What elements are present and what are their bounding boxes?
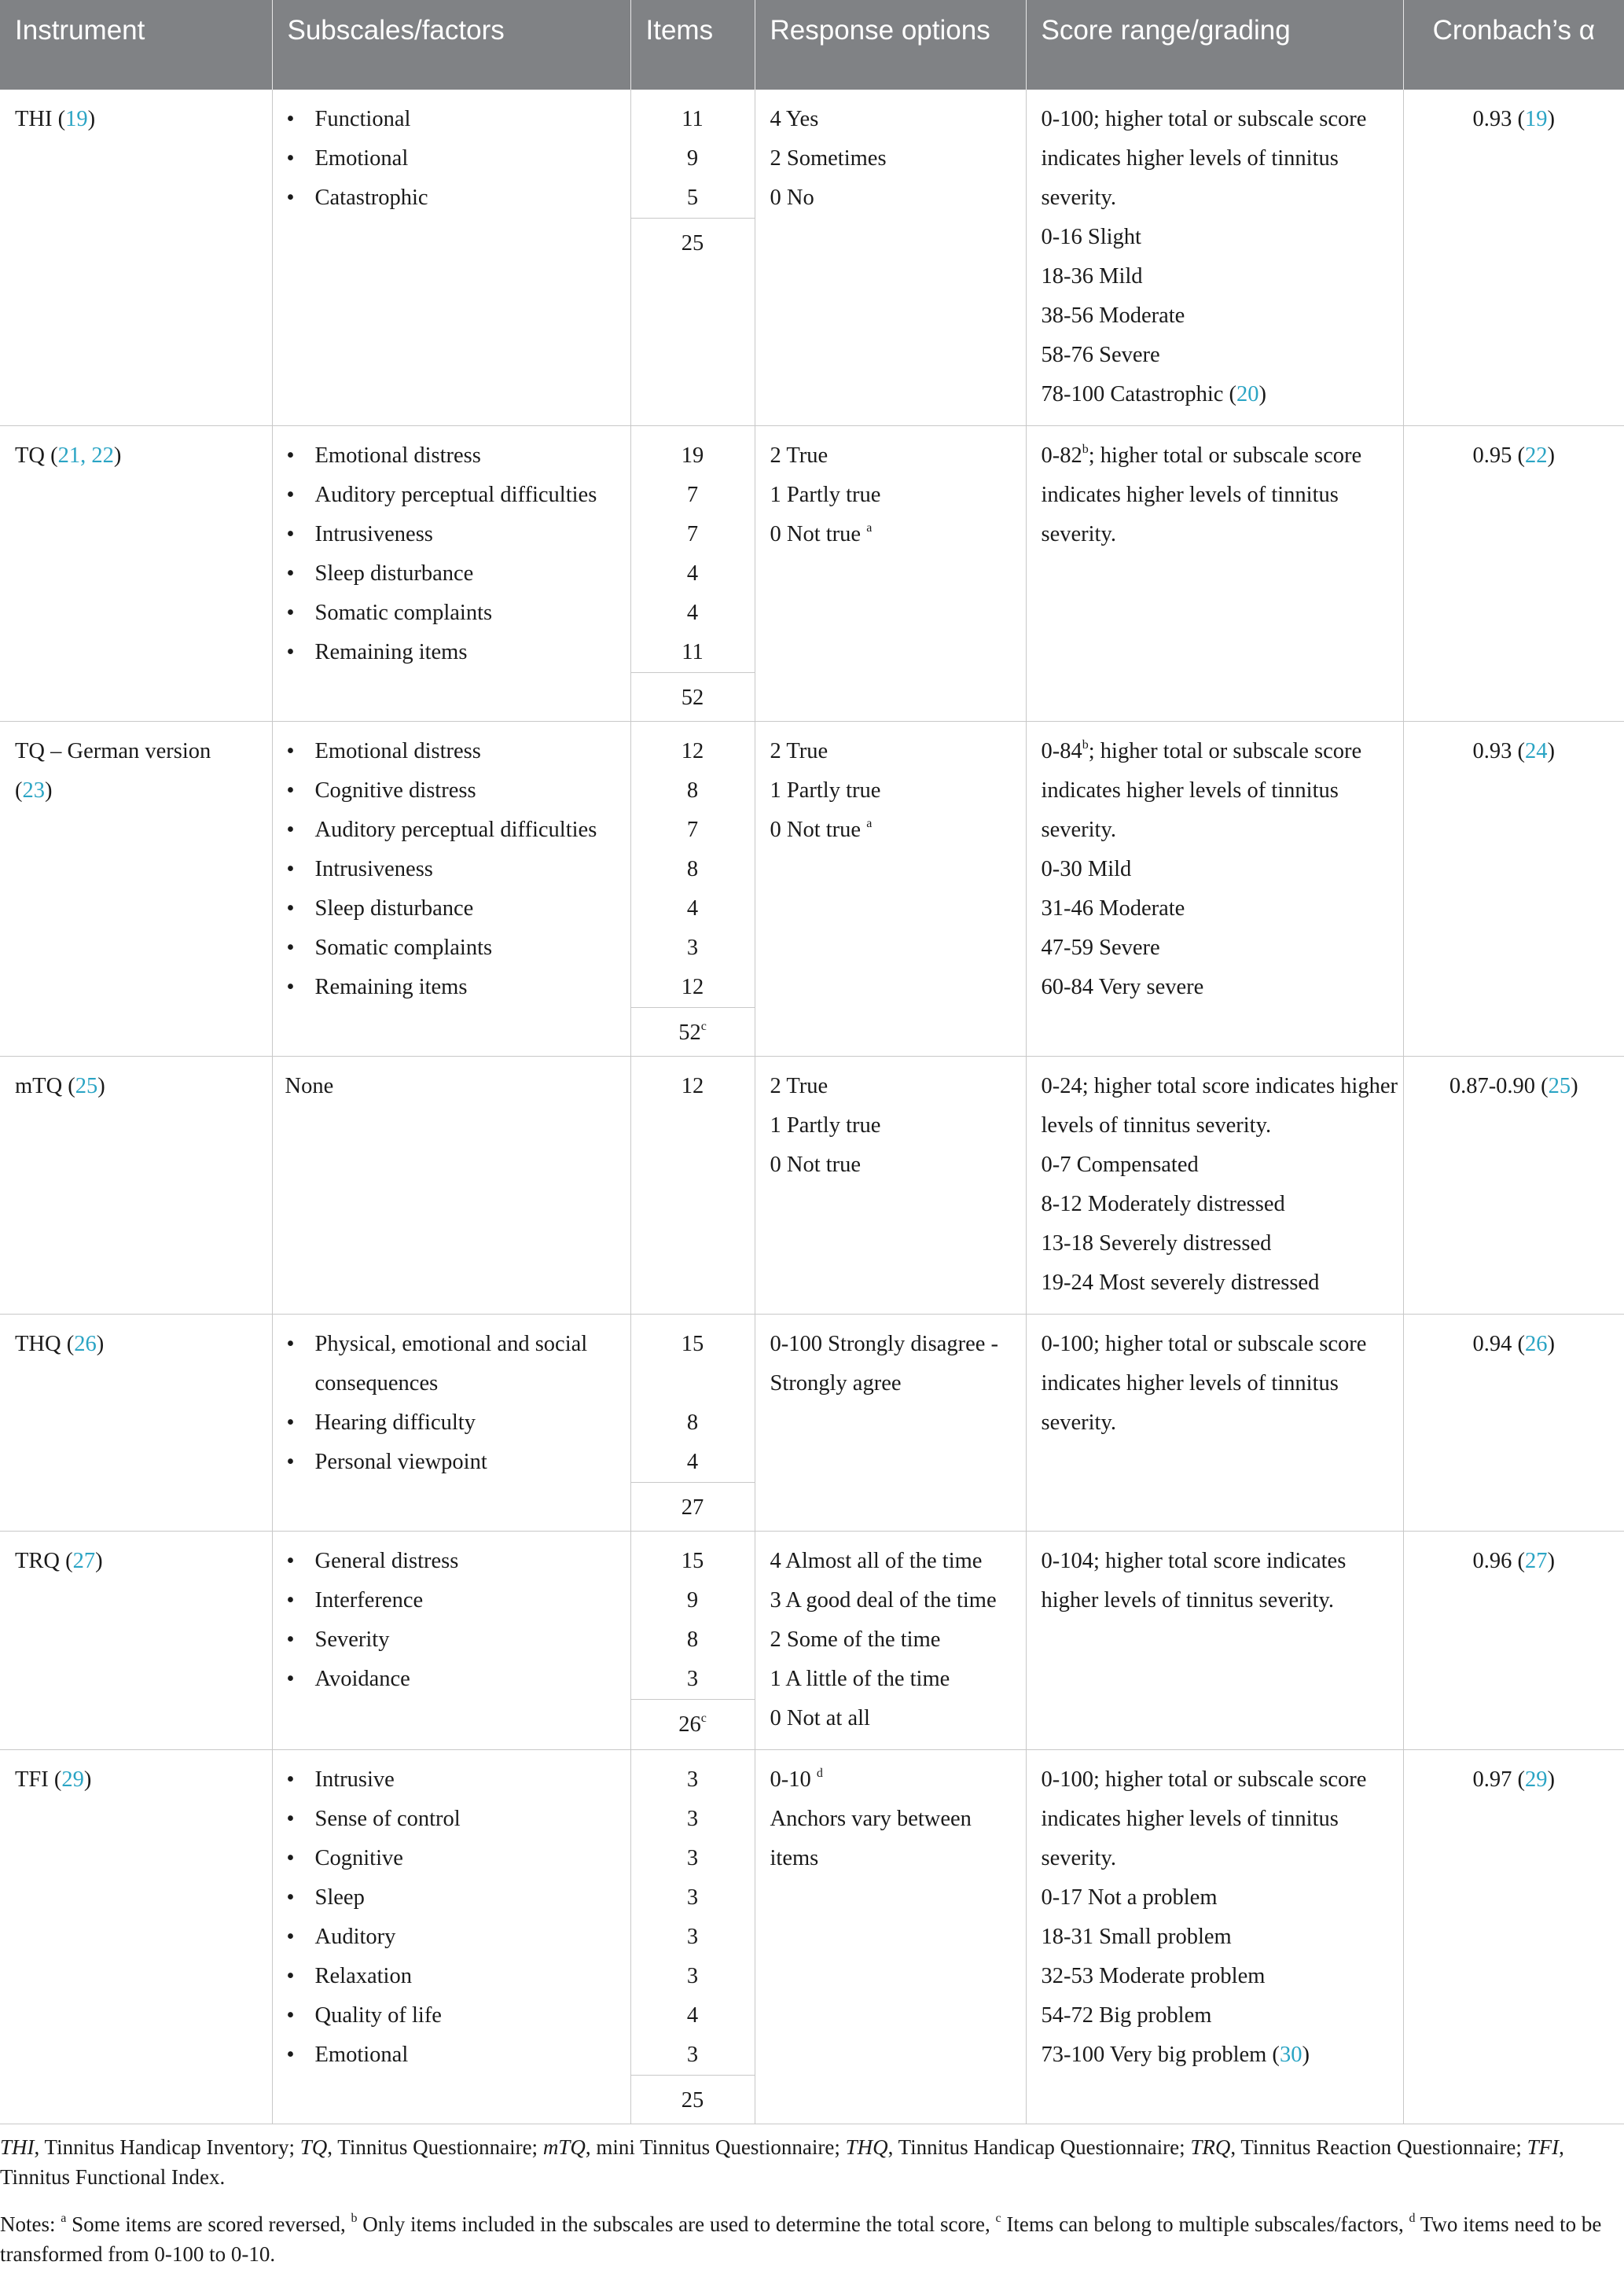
note-text: Items can belong to multiple subscales/factors, (1001, 2212, 1409, 2236)
response-text: 0-10 (770, 1767, 817, 1792)
alpha-cell (1403, 1532, 1624, 1750)
items-total (631, 1482, 755, 1531)
response-cell (755, 1532, 1026, 1750)
item-count: 3 (686, 1846, 699, 1870)
table-row (0, 1315, 1624, 1532)
item-count: 4 (686, 561, 699, 586)
item-count: 5 (686, 186, 699, 210)
subscale-item: • Sleep (285, 1878, 630, 1918)
grading-line: 0-17 Not a problem (1041, 1885, 1218, 1910)
subscale-item: • Auditory perceptual difficulties (285, 476, 630, 515)
grading-line: 18-36 Mild (1041, 264, 1143, 289)
item-count: 8 (686, 857, 699, 881)
items-list (631, 1750, 755, 2075)
abbreviation: mTQ (542, 2135, 586, 2159)
score-text: 0-84 (1041, 739, 1082, 763)
subscale-item: • Relaxation (285, 1957, 630, 1996)
grading-line: 31-46 Moderate (1041, 896, 1185, 921)
response-line (770, 1106, 1026, 1146)
score-description (1042, 100, 1403, 218)
alpha-value: 0.95 ( (1472, 443, 1525, 468)
grading-line (1042, 375, 1403, 414)
item-count: 3 (686, 936, 699, 960)
response-line (770, 1760, 1026, 1800)
item-count: 7 (686, 818, 699, 842)
grading-line: 47-59 Severe (1041, 936, 1160, 960)
grading-line: 13-18 Severely distressed (1041, 1231, 1272, 1256)
score-text: 0-82 (1041, 443, 1082, 468)
reference-link[interactable]: 25 (1548, 1074, 1571, 1098)
instrument-name: TFI ( (15, 1767, 62, 1792)
instrument-name: mTQ ( (15, 1074, 75, 1098)
item-count: 3 (686, 2043, 699, 2067)
response-text: 2 True (770, 1074, 829, 1098)
grading-line: 54-72 Big problem (1041, 2003, 1212, 2028)
header-items: Items (630, 0, 755, 90)
footnote-marker: a (866, 817, 873, 830)
subscale-item: • Cognitive (285, 1839, 630, 1878)
reference-link[interactable]: 23 (22, 778, 45, 803)
response-cell (755, 1315, 1026, 1532)
alpha-paren: ) (1547, 107, 1555, 131)
instrument-name: TQ ( (15, 443, 58, 468)
alpha-paren: ) (1571, 1074, 1578, 1098)
grading-text: 78-100 Catastrophic ( (1041, 382, 1237, 406)
score-cell (1026, 722, 1403, 1057)
table-row (0, 426, 1624, 722)
items-total (631, 672, 755, 721)
subscale-item: • Physical, emotional and social consequences (285, 1325, 630, 1403)
item-count: 8 (686, 1410, 699, 1435)
subscale-item: • Auditory (285, 1918, 630, 1957)
alpha-cell (1403, 1057, 1624, 1315)
abbreviation-expansion: , Tinnitus Reaction Questionnaire; (1230, 2135, 1527, 2159)
grading-line: 18-31 Small problem (1041, 1925, 1232, 1949)
instrument-cell (0, 1315, 272, 1532)
response-line (770, 139, 1026, 178)
reference-link[interactable]: 26 (74, 1332, 97, 1356)
items-cell (630, 722, 755, 1057)
subscale-item: • Auditory perceptual difficulties (285, 811, 630, 850)
instrument-paren: ( (15, 778, 23, 803)
instrument-cell (0, 1750, 272, 2124)
alpha-cell (1403, 1750, 1624, 2124)
item-count: 12 (681, 739, 704, 763)
item-count: 3 (686, 1925, 699, 1949)
table-row (0, 90, 1624, 426)
response-text: 4 Almost all of the time (770, 1549, 983, 1573)
items-total-value: 52 (681, 686, 704, 710)
subscale-item: • Sense of control (285, 1800, 630, 1839)
instrument-paren: ) (83, 1767, 92, 1792)
table-footnotes (0, 2124, 1624, 2269)
items-total (631, 1699, 755, 1748)
footnote-marker: a (866, 521, 873, 535)
footnote-marker: d (1409, 2212, 1416, 2225)
items-total (631, 218, 755, 267)
score-cell (1026, 1750, 1403, 2124)
items-list (631, 1532, 755, 1699)
notes-label: Notes: (0, 2212, 61, 2236)
abbreviation-expansion: , Tinnitus Functional Index. (0, 2135, 1564, 2189)
instrument-cell (0, 722, 272, 1057)
table-body (0, 90, 1624, 2124)
subscale-item: • Somatic complaints (285, 594, 630, 633)
instrument-name: THI ( (15, 107, 66, 131)
subscale-list (285, 100, 630, 218)
score-text: 0-100; higher total or subscale score indicates higher levels of tinnitus severity. (1041, 1767, 1367, 1870)
items-cell (630, 1315, 755, 1532)
reference-link[interactable]: 24 (1525, 739, 1548, 763)
alpha-value: 0.97 ( (1472, 1767, 1525, 1792)
item-count: 8 (686, 1627, 699, 1652)
footnote-marker: b (1082, 443, 1089, 456)
reference-link[interactable]: 25 (75, 1074, 98, 1098)
subscale-item: • Intrusive (285, 1760, 630, 1800)
reference-link[interactable]: 27 (72, 1549, 96, 1573)
response-text: 2 True (770, 443, 829, 468)
alpha-value: 0.93 ( (1472, 739, 1525, 763)
footnote-marker: c (700, 1020, 707, 1033)
grading-line: 60-84 Very severe (1041, 975, 1204, 999)
subscale-list (285, 1542, 630, 1699)
subscales-cell (272, 722, 630, 1057)
grading-line: 38-56 Moderate (1041, 303, 1185, 328)
response-text: Anchors vary between items (770, 1807, 972, 1870)
response-cell (755, 1750, 1026, 2124)
response-line (770, 178, 1026, 218)
response-line (770, 436, 1026, 476)
table-row (0, 1532, 1624, 1750)
abbreviation-expansion: , Tinnitus Handicap Inventory; (34, 2135, 300, 2159)
items-list (631, 1315, 755, 1482)
grading-text: 73-100 Very big problem ( (1041, 2043, 1280, 2067)
instrument-name: TRQ ( (15, 1549, 73, 1573)
response-line (770, 1699, 1026, 1738)
items-total (631, 2075, 755, 2124)
items-list (631, 426, 755, 672)
instrument-paren: ) (113, 443, 122, 468)
response-line (770, 1660, 1026, 1699)
items-total-value: 25 (681, 231, 704, 256)
alpha-value: 0.94 ( (1472, 1332, 1525, 1356)
subscale-item: • Emotional distress (285, 732, 630, 771)
response-cell (755, 1057, 1026, 1315)
response-text: 1 A little of the time (770, 1667, 950, 1691)
item-count: 3 (686, 1964, 699, 1988)
response-cell (755, 426, 1026, 722)
subscale-item: • Intrusiveness (285, 515, 630, 554)
score-text: 0-100; higher total or subscale score indicates higher levels of tinnitus severity. (1041, 107, 1367, 210)
item-count (631, 1364, 755, 1403)
response-line (770, 1542, 1026, 1581)
response-text: 0-100 Strongly disagree - Strongly agree (770, 1332, 998, 1396)
response-text: 0 No (770, 186, 814, 210)
subscale-item: • Somatic complaints (285, 929, 630, 968)
alpha-paren: ) (1547, 1332, 1555, 1356)
response-text: 2 Sometimes (770, 146, 887, 171)
instrument-paren: ) (97, 1074, 105, 1098)
reference-link[interactable]: 30 (1279, 2043, 1303, 2067)
item-count: 3 (686, 1667, 699, 1691)
subscale-list (285, 436, 630, 672)
score-cell (1026, 90, 1403, 426)
abbreviation-expansion: , mini Tinnitus Questionnaire; (585, 2135, 846, 2159)
response-text: 1 Partly true (770, 1113, 881, 1138)
item-count: 11 (682, 640, 704, 664)
subscales-cell (272, 1532, 630, 1750)
instrument-cell (0, 426, 272, 722)
response-text: 2 Some of the time (770, 1627, 941, 1652)
alpha-cell (1403, 426, 1624, 722)
table-row (0, 722, 1624, 1057)
grading-line (1042, 2035, 1403, 2075)
subscale-item: • General distress (285, 1542, 630, 1581)
response-text: 0 Not true (770, 522, 867, 546)
score-description (1042, 436, 1403, 554)
items-cell (630, 90, 755, 426)
subscale-item: • Avoidance (285, 1660, 630, 1699)
abbreviation-expansion: , Tinnitus Handicap Questionnaire; (887, 2135, 1191, 2159)
grading-paren: ) (1302, 2043, 1310, 2067)
abbreviation: TFI (1527, 2135, 1560, 2159)
score-description (1042, 732, 1403, 850)
instrument-cell (0, 1057, 272, 1315)
reference-link[interactable]: 29 (1525, 1767, 1548, 1792)
response-line (770, 515, 1026, 554)
response-line (770, 1146, 1026, 1185)
items-cell (630, 426, 755, 722)
grading-line: 8-12 Moderately distressed (1041, 1192, 1285, 1216)
items-cell (630, 1750, 755, 2124)
instrument-paren: ) (95, 1549, 103, 1573)
subscale-item: • Cognitive distress (285, 771, 630, 811)
score-description (1042, 1067, 1403, 1146)
item-count: 15 (681, 1332, 704, 1356)
response-line (770, 1067, 1026, 1106)
reference-link[interactable]: 19 (65, 107, 88, 131)
reference-link[interactable]: 21, 22 (57, 443, 114, 468)
item-count: 12 (681, 1074, 704, 1098)
response-cell (755, 90, 1026, 426)
response-text: 1 Partly true (770, 778, 881, 803)
alpha-paren: ) (1547, 443, 1555, 468)
alpha-paren: ) (1547, 1549, 1555, 1573)
alpha-paren: ) (1547, 1767, 1555, 1792)
instrument-paren: ) (87, 107, 96, 131)
response-line (770, 1581, 1026, 1620)
response-text: 1 Partly true (770, 483, 881, 507)
subscale-list (285, 732, 630, 1007)
items-cell (630, 1532, 755, 1750)
score-text: 0-104; higher total score indicates higher levels of tinnitus severity. (1041, 1549, 1347, 1613)
subscale-item: • Remaining items (285, 633, 630, 672)
reference-link[interactable]: 19 (1525, 107, 1548, 131)
footnote-marker: b (1082, 738, 1089, 752)
subscale-list (285, 1760, 630, 2075)
item-count: 12 (681, 975, 704, 999)
grading-paren: ) (1258, 382, 1267, 406)
item-count: 11 (682, 107, 704, 131)
subscale-item: • Sleep disturbance (285, 889, 630, 929)
subscale-item: • Interference (285, 1581, 630, 1620)
items-total-value: 26 (678, 1712, 701, 1737)
subscale-item: • Catastrophic (285, 178, 630, 218)
items-list (631, 1057, 755, 1106)
score-text: ; higher total or subscale score indicates higher levels of tinnitus severity. (1041, 739, 1362, 842)
response-line (770, 100, 1026, 139)
score-description (1042, 1542, 1403, 1620)
item-count: 15 (681, 1549, 704, 1573)
instrument-cell (0, 90, 272, 426)
response-line (770, 771, 1026, 811)
item-count: 3 (686, 1885, 699, 1910)
response-text: 0 Not at all (770, 1706, 870, 1730)
abbreviation-expansion: , Tinnitus Questionnaire; (327, 2135, 543, 2159)
instrument-paren: ) (45, 778, 53, 803)
instrument-name: TQ – German version (15, 739, 211, 763)
item-count: 4 (686, 896, 699, 921)
grading-line: 19-24 Most severely distressed (1041, 1271, 1320, 1295)
item-count: 4 (686, 2003, 699, 2028)
items-list (631, 90, 755, 218)
table-row (0, 1057, 1624, 1315)
notes-legend (0, 2209, 1624, 2269)
score-cell (1026, 1057, 1403, 1315)
instrument-name: THQ ( (15, 1332, 75, 1356)
item-count: 7 (686, 483, 699, 507)
subscales-cell (272, 1750, 630, 2124)
note-text: Some items are scored reversed, (66, 2212, 351, 2236)
subscale-text: None (285, 1074, 334, 1098)
score-cell (1026, 1532, 1403, 1750)
reference-link[interactable]: 26 (1525, 1332, 1548, 1356)
item-count: 9 (686, 146, 699, 171)
subscale-item: • Intrusiveness (285, 850, 630, 889)
footnote-marker: d (816, 1767, 823, 1780)
response-text: 0 Not true (770, 1153, 862, 1177)
score-text: 0-24; higher total score indicates higher levels of tinnitus severity. (1041, 1074, 1398, 1138)
alpha-value: 0.96 ( (1472, 1549, 1525, 1573)
response-line (770, 811, 1026, 850)
alpha-value: 0.87-0.90 ( (1449, 1074, 1549, 1098)
grading-line: 0-7 Compensated (1041, 1153, 1199, 1177)
grading-line: 58-76 Severe (1041, 343, 1160, 367)
items-total-value: 25 (681, 2088, 704, 2113)
instrument-cell (0, 1532, 272, 1750)
footnote-marker: c (700, 1712, 707, 1725)
response-text: 2 True (770, 739, 829, 763)
item-count: 8 (686, 778, 699, 803)
grading-line: 32-53 Moderate problem (1041, 1964, 1266, 1988)
abbreviation: THI (0, 2135, 35, 2159)
score-cell (1026, 426, 1403, 722)
table-row (0, 1750, 1624, 2124)
header-subscales: Subscales/factors (272, 0, 630, 90)
grading-line: 0-30 Mild (1041, 857, 1132, 881)
score-description (1042, 1760, 1403, 1878)
response-line (770, 732, 1026, 771)
subscale-item: • Personal viewpoint (285, 1443, 630, 1482)
subscales-cell (272, 426, 630, 722)
abbreviation: THQ (845, 2135, 888, 2159)
abbreviation: TQ (299, 2135, 328, 2159)
header-response: Response options (755, 0, 1026, 90)
instrument-paren: ) (96, 1332, 105, 1356)
subscales-cell (272, 90, 630, 426)
score-cell (1026, 1315, 1403, 1532)
subscale-item: • Emotional (285, 139, 630, 178)
response-line (770, 476, 1026, 515)
item-count: 3 (686, 1807, 699, 1831)
grading-line: 0-16 Slight (1041, 225, 1141, 249)
subscale-item: • Emotional distress (285, 436, 630, 476)
subscale-list (285, 1325, 630, 1482)
response-cell (755, 722, 1026, 1057)
footnote-marker: c (995, 2212, 1001, 2225)
response-text: 3 A good deal of the time (770, 1588, 997, 1613)
response-text: 4 Yes (770, 107, 819, 131)
item-count: 9 (686, 1588, 699, 1613)
header-alpha: Cronbach’s α (1403, 0, 1624, 90)
response-line (770, 1620, 1026, 1660)
score-text: ; higher total or subscale score indicates higher levels of tinnitus severity. (1041, 443, 1362, 546)
items-total-value: 52 (678, 1020, 701, 1045)
item-count: 4 (686, 1450, 699, 1474)
subscale-item: • Severity (285, 1620, 630, 1660)
item-count: 7 (686, 522, 699, 546)
alpha-cell (1403, 722, 1624, 1057)
items-cell (630, 1057, 755, 1315)
subscale-item: • Functional (285, 100, 630, 139)
reference-link[interactable]: 27 (1525, 1549, 1548, 1573)
item-count: 19 (681, 443, 704, 468)
abbreviation: TRQ (1190, 2135, 1231, 2159)
subscale-item: • Sleep disturbance (285, 554, 630, 594)
alpha-value: 0.93 ( (1472, 107, 1525, 131)
item-count: 4 (686, 601, 699, 625)
alpha-cell (1403, 1315, 1624, 1532)
abbreviation-legend (0, 2132, 1624, 2192)
alpha-cell (1403, 90, 1624, 426)
score-description (1042, 1325, 1403, 1443)
subscales-cell (272, 1315, 630, 1532)
subscale-item: • Remaining items (285, 968, 630, 1007)
footnote-marker: b (351, 2212, 358, 2225)
reference-link[interactable]: 29 (61, 1767, 84, 1792)
reference-link[interactable]: 20 (1236, 382, 1259, 406)
footnote-marker: a (61, 2212, 67, 2225)
header-row (0, 0, 1624, 90)
header-score: Score range/grading (1026, 0, 1403, 90)
reference-link[interactable]: 22 (1525, 443, 1548, 468)
items-total-value: 27 (681, 1495, 704, 1520)
subscale-item: • Quality of life (285, 1996, 630, 2035)
note-text: Two items need to be transformed from 0-100 to 0-10. (0, 2212, 1602, 2266)
subscales-cell (272, 1057, 630, 1315)
items-list (631, 722, 755, 1007)
response-text: 0 Not true (770, 818, 867, 842)
score-text: 0-100; higher total or subscale score indicates higher levels of tinnitus severity. (1041, 1332, 1367, 1435)
items-total (631, 1007, 755, 1056)
item-count: 3 (686, 1767, 699, 1792)
subscale-item: • Hearing difficulty (285, 1403, 630, 1443)
note-text: Only items included in the subscales are used to determine the total score, (357, 2212, 996, 2236)
alpha-paren: ) (1547, 739, 1555, 763)
header-instrument: Instrument (0, 0, 272, 90)
subscale-item: • Emotional (285, 2035, 630, 2075)
